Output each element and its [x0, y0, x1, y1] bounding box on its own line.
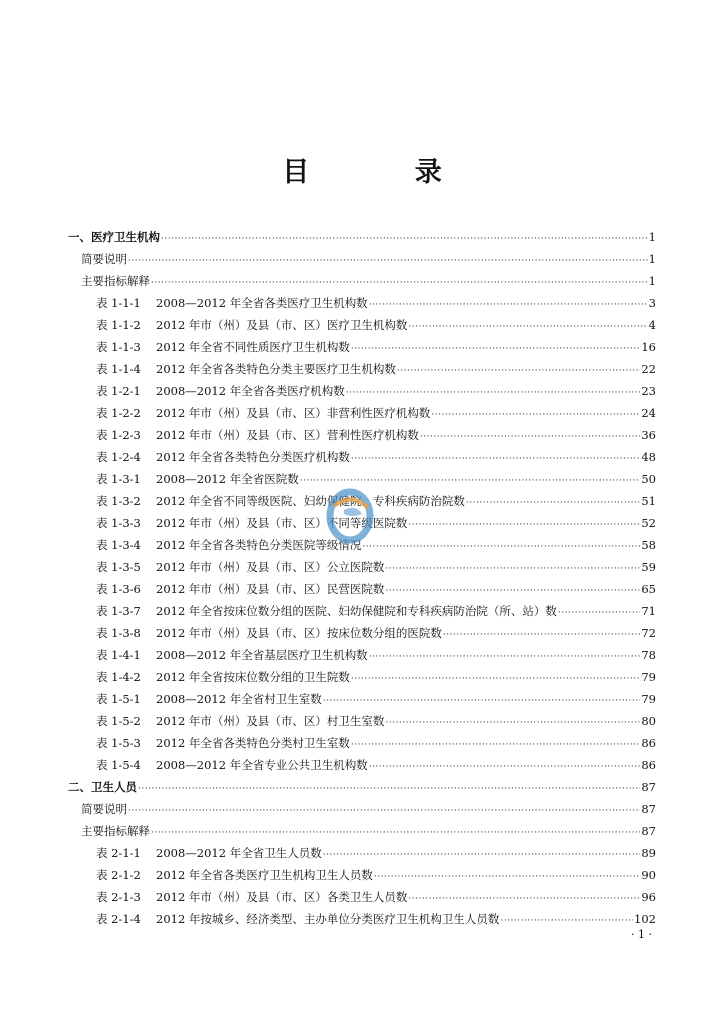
toc-page-number: 1: [648, 274, 656, 288]
toc-table-code: 表 1-2-3: [96, 428, 141, 442]
toc-entry-label: [96, 490, 465, 512]
toc-page-number: 80: [641, 714, 656, 728]
toc-table-title: 2012 年市（州）及县（市、区）民营医院数: [156, 582, 385, 596]
toc-table-title: 2012 年全省各类特色分类主要医疗卫生机构数: [156, 362, 396, 376]
toc-table-code: 表 1-3-7: [96, 604, 141, 618]
toc-table-code: 表 2-1-2: [96, 868, 141, 882]
dot-leader: [161, 228, 648, 250]
toc-table-entry[interactable]: [68, 688, 656, 710]
toc-entry-label: 主要指标解释: [81, 274, 150, 288]
toc-table-code: 表 1-5-4: [96, 758, 141, 772]
toc-table-entry[interactable]: [68, 358, 656, 380]
toc-table-code: 表 1-3-3: [96, 516, 141, 530]
toc-entry-label: 简要说明: [81, 802, 127, 816]
dot-leader: [408, 888, 640, 910]
toc-table-code: 表 1-5-3: [96, 736, 141, 750]
toc-table-entry[interactable]: [68, 380, 656, 402]
toc-page-number: 1: [648, 252, 656, 266]
dot-leader: [443, 624, 640, 646]
dot-leader: [362, 536, 640, 558]
toc-subsection[interactable]: [68, 798, 656, 820]
toc-page-number: 86: [641, 758, 656, 772]
toc-page-number: 23: [641, 384, 656, 398]
toc-entry-label: [96, 666, 350, 688]
dot-leader: [385, 558, 640, 580]
toc-section-heading[interactable]: [68, 776, 656, 798]
dot-leader: [369, 294, 648, 316]
toc-page-number: 87: [641, 824, 656, 838]
toc-entry-label: [96, 380, 345, 402]
dot-leader: [385, 712, 640, 734]
toc-page-number: 50: [641, 472, 656, 486]
toc-table-entry[interactable]: [68, 622, 656, 644]
toc-subsection[interactable]: [68, 248, 656, 270]
toc-entry-label: [96, 644, 368, 666]
toc-table-title: 2012 年全省各类特色分类村卫生室数: [156, 736, 350, 750]
toc-page-number: 22: [641, 362, 656, 376]
dot-leader: [351, 338, 640, 360]
toc-entry-label: 二、卫生人员: [68, 780, 137, 794]
toc-entry-label: [96, 864, 373, 886]
toc-table-code: 表 1-3-1: [96, 472, 141, 486]
toc-table-code: 表 2-1-3: [96, 890, 141, 904]
toc-entry-label: [96, 710, 384, 732]
toc-table-code: 表 1-1-2: [96, 318, 141, 332]
toc-table-code: 表 1-3-8: [96, 626, 141, 640]
toc-table-entry[interactable]: [68, 424, 656, 446]
toc-table-title: 2008—2012 年全省医院数: [156, 472, 299, 486]
toc-page-number: 16: [641, 340, 656, 354]
dot-leader: [408, 514, 640, 536]
dot-leader: [466, 492, 640, 514]
dot-leader: [408, 316, 647, 338]
toc-table-entry[interactable]: [68, 402, 656, 424]
toc-table-title: 2008—2012 年全省基层医疗卫生机构数: [156, 648, 368, 662]
toc-page-number: 71: [641, 604, 656, 618]
toc-page-number: 72: [641, 626, 656, 640]
toc-page-number: 79: [641, 670, 656, 684]
dot-leader: [346, 382, 641, 404]
toc-table-title: 2012 年市（州）及县（市、区）不同等级医院数: [156, 516, 408, 530]
dot-leader: [431, 404, 640, 426]
dot-leader: [369, 756, 641, 778]
toc-entry-label: [96, 600, 557, 622]
toc-page-number: 87: [641, 802, 656, 816]
toc-table-entry[interactable]: [68, 292, 656, 314]
toc-table-entry[interactable]: [68, 710, 656, 732]
toc-page-number: 86: [641, 736, 656, 750]
toc-page-number: 3: [648, 296, 656, 310]
toc-table-code: 表 1-3-6: [96, 582, 141, 596]
toc-page-number: 89: [641, 846, 656, 860]
toc-table-title: 2012 年市（州）及县（市、区）按床位数分组的医院数: [156, 626, 442, 640]
toc-table-code: 表 1-5-1: [96, 692, 141, 706]
toc-subsection[interactable]: [68, 270, 656, 292]
toc-entry-label: 主要指标解释: [81, 824, 150, 838]
toc-table-code: 表 1-1-4: [96, 362, 141, 376]
toc-page-number: 4: [648, 318, 656, 332]
toc-table-title: 2012 年全省各类特色分类医疗机构数: [156, 450, 350, 464]
dot-leader: [351, 668, 640, 690]
toc-table-entry[interactable]: [68, 886, 656, 908]
toc-entry-label: [96, 688, 322, 710]
dot-leader: [397, 360, 640, 382]
toc-page-number: 87: [641, 780, 656, 794]
toc-table-code: 表 1-5-2: [96, 714, 141, 728]
toc-entry-label: [96, 336, 350, 358]
toc-table-title: 2012 年全省各类特色分类医院等级情况: [156, 538, 362, 552]
toc-page-number: 90: [641, 868, 656, 882]
toc-table-title: 2012 年市（州）及县（市、区）公立医院数: [156, 560, 385, 574]
toc-table-code: 表 1-3-5: [96, 560, 141, 574]
table-of-contents: [68, 226, 656, 930]
toc-entry-label: [96, 732, 350, 754]
toc-entry-label: [96, 754, 368, 776]
page-number: · 1 ·: [631, 928, 652, 941]
toc-table-title: 2012 年全省按床位数分组的卫生院数: [156, 670, 350, 684]
dot-leader: [385, 580, 640, 602]
toc-entry-label: [96, 622, 442, 644]
toc-page-number: 36: [641, 428, 656, 442]
dot-leader: [500, 910, 633, 932]
toc-entry-label: [96, 314, 407, 336]
dot-leader: [128, 800, 640, 822]
toc-table-entry[interactable]: [68, 314, 656, 336]
toc-entry-label: [96, 908, 499, 930]
toc-page-number: 51: [641, 494, 656, 508]
dot-leader: [323, 690, 641, 712]
toc-table-title: 2008—2012 年全省各类医疗机构数: [156, 384, 345, 398]
toc-table-code: 表 1-2-1: [96, 384, 141, 398]
toc-page-number: 1: [648, 230, 656, 244]
toc-table-entry[interactable]: [68, 864, 656, 886]
page-title: 目 录: [282, 157, 490, 188]
toc-entry-label: [96, 468, 299, 490]
dot-leader: [151, 272, 648, 294]
toc-table-code: 表 1-3-2: [96, 494, 141, 508]
toc-page-number: 52: [641, 516, 656, 530]
toc-table-title: 2012 年市（州）及县（市、区）非营利性医疗机构数: [156, 406, 431, 420]
toc-page-number: 79: [641, 692, 656, 706]
toc-table-code: 表 1-2-4: [96, 450, 141, 464]
toc-page-number: 24: [641, 406, 656, 420]
toc-section-heading[interactable]: [68, 226, 656, 248]
toc-table-entry[interactable]: [68, 600, 656, 622]
toc-entry-label: [96, 292, 368, 314]
toc-table-code: 表 1-1-3: [96, 340, 141, 354]
toc-table-code: 表 2-1-4: [96, 912, 141, 926]
toc-table-entry[interactable]: [68, 578, 656, 600]
toc-table-title: 2008—2012 年全省各类医疗卫生机构数: [156, 296, 368, 310]
toc-table-title: 2012 年全省不同等级医院、妇幼保健院、专科疾病防治院数: [156, 494, 465, 508]
toc-table-title: 2008—2012 年全省卫生人员数: [156, 846, 322, 860]
toc-table-code: 表 1-1-1: [96, 296, 141, 310]
toc-entry-label: [96, 446, 350, 468]
dot-leader: [369, 646, 641, 668]
dot-leader: [151, 822, 640, 844]
toc-page-number: 58: [641, 538, 656, 552]
toc-table-title: 2012 年全省不同性质医疗卫生机构数: [156, 340, 350, 354]
toc-page-number: 96: [641, 890, 656, 904]
dot-leader: [138, 778, 640, 800]
toc-entry-label: [96, 578, 384, 600]
toc-table-title: 2008—2012 年全省村卫生室数: [156, 692, 322, 706]
toc-page-number: 102: [634, 912, 656, 926]
toc-entry-label: [96, 402, 430, 424]
toc-entry-label: [96, 842, 322, 864]
toc-table-entry[interactable]: [68, 336, 656, 358]
toc-page-number: 65: [641, 582, 656, 596]
toc-entry-label: 一、医疗卫生机构: [68, 230, 160, 244]
toc-entry-label: [96, 358, 396, 380]
dot-leader: [323, 844, 641, 866]
dot-leader: [351, 448, 640, 470]
toc-table-code: 表 1-3-4: [96, 538, 141, 552]
dot-leader: [374, 866, 640, 888]
watermark-logo: [322, 488, 378, 544]
toc-table-entry[interactable]: [68, 754, 656, 776]
toc-table-entry[interactable]: [68, 644, 656, 666]
toc-table-code: 表 1-2-2: [96, 406, 141, 420]
dot-leader: [128, 250, 648, 272]
toc-table-code: 表 2-1-1: [96, 846, 141, 860]
toc-table-title: 2012 年按城乡、经济类型、主办单位分类医疗卫生机构卫生人员数: [156, 912, 500, 926]
toc-table-code: 表 1-4-1: [96, 648, 141, 662]
toc-table-entry[interactable]: [68, 666, 656, 688]
toc-table-title: 2012 年市（州）及县（市、区）村卫生室数: [156, 714, 385, 728]
toc-table-title: 2008—2012 年全省专业公共卫生机构数: [156, 758, 368, 772]
toc-table-entry[interactable]: [68, 468, 656, 490]
dot-leader: [351, 734, 640, 756]
toc-table-entry[interactable]: [68, 446, 656, 468]
toc-table-title: 2012 年市（州）及县（市、区）各类卫生人员数: [156, 890, 408, 904]
toc-table-entry[interactable]: [68, 842, 656, 864]
toc-entry-label: [96, 556, 384, 578]
toc-page-number: 78: [641, 648, 656, 662]
toc-table-title: 2012 年市（州）及县（市、区）医疗卫生机构数: [156, 318, 408, 332]
toc-table-code: 表 1-4-2: [96, 670, 141, 684]
toc-table-entry[interactable]: [68, 732, 656, 754]
toc-entry-label: [96, 424, 419, 446]
toc-table-title: 2012 年全省按床位数分组的医院、妇幼保健院和专科疾病防治院（所、站）数: [156, 604, 557, 618]
toc-subsection[interactable]: [68, 820, 656, 842]
toc-table-title: 2012 年市（州）及县（市、区）营利性医疗机构数: [156, 428, 419, 442]
toc-page-number: 59: [641, 560, 656, 574]
dot-leader: [558, 602, 640, 624]
toc-entry-label: 简要说明: [81, 252, 127, 266]
toc-table-entry[interactable]: [68, 556, 656, 578]
toc-table-title: 2012 年全省各类医疗卫生机构卫生人员数: [156, 868, 373, 882]
toc-table-entry[interactable]: [68, 908, 656, 930]
toc-entry-label: [96, 886, 407, 908]
dot-leader: [420, 426, 640, 448]
toc-page-number: 48: [641, 450, 656, 464]
